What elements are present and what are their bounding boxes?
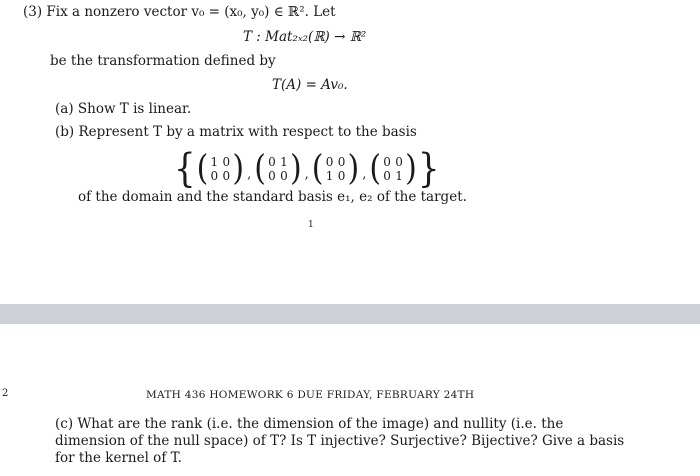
matrix-entry: 0 — [222, 169, 231, 183]
problem-number: (3) — [23, 4, 43, 20]
matrix-entry: 0 — [383, 169, 391, 183]
matrix-entry: 0 — [395, 155, 403, 169]
page-number-1: 1 — [308, 220, 314, 230]
matrix-entry: 0 — [325, 155, 334, 169]
matrix-entry: 0 — [268, 155, 276, 169]
page-number-2: 2 — [2, 388, 9, 399]
problem-intro: Fix a nonzero vector v₀ = (x₀, y₀) ∈ ℝ². Let — [46, 4, 336, 20]
page-separator — [0, 304, 700, 324]
matrix-entry: 0 — [337, 169, 346, 183]
formula: T(A) = Av₀. — [272, 77, 348, 93]
problem-intro-line — [23, 4, 336, 20]
basis-set: { ( 1 0 0 0 ) , ( 0 1 0 0 ) , ( 0 0 1 0 ) , ( 0 0 0 1 ) } — [174, 146, 440, 192]
matrix-entry: 0 — [280, 169, 288, 183]
running-header: MATH 436 HOMEWORK 6 DUE FRIDAY, FEBRUARY 24TH — [146, 389, 475, 401]
matrix-entry: 1 — [210, 155, 219, 169]
matrix-entry: 0 — [337, 155, 346, 169]
matrix-entry: 0 — [383, 155, 391, 169]
part-b: (b) Represent T by a matrix with respect to the basis — [55, 124, 417, 140]
matrix-entry: 0 — [210, 169, 219, 183]
defined-by-text: be the transformation defined by — [50, 53, 276, 69]
basis-matrix-2: ( 0 1 0 0 ) — [254, 148, 302, 189]
matrix-entry: 1 — [280, 155, 288, 169]
matrix-entry: 0 — [268, 169, 276, 183]
left-brace: { — [174, 146, 196, 192]
matrix-entry: 0 — [222, 155, 231, 169]
right-brace: } — [417, 146, 440, 192]
page-2 — [0, 324, 700, 476]
basis-matrix-1: ( 1 0 0 0 ) — [196, 148, 245, 189]
matrix-entry: 1 — [325, 169, 334, 183]
part-b-continuation: of the domain and the standard basis e₁, e₂ of the target. — [78, 189, 467, 205]
part-c: (c) What are the rank (i.e. the dimension of the image) and nullity (i.e. the dimension of the null space) of T? Is T injective? Surjective? Bijective? Give a basis for the kernel of T. — [55, 416, 625, 466]
matrix-entry: 1 — [395, 169, 403, 183]
basis-matrix-4: ( 0 0 0 1 ) — [369, 148, 417, 189]
basis-matrix-3: ( 0 0 1 0 ) — [311, 148, 360, 189]
map-definition: T : Mat₂ₓ₂(ℝ) → ℝ² — [243, 29, 367, 45]
part-a: (a) Show T is linear. — [55, 101, 192, 117]
